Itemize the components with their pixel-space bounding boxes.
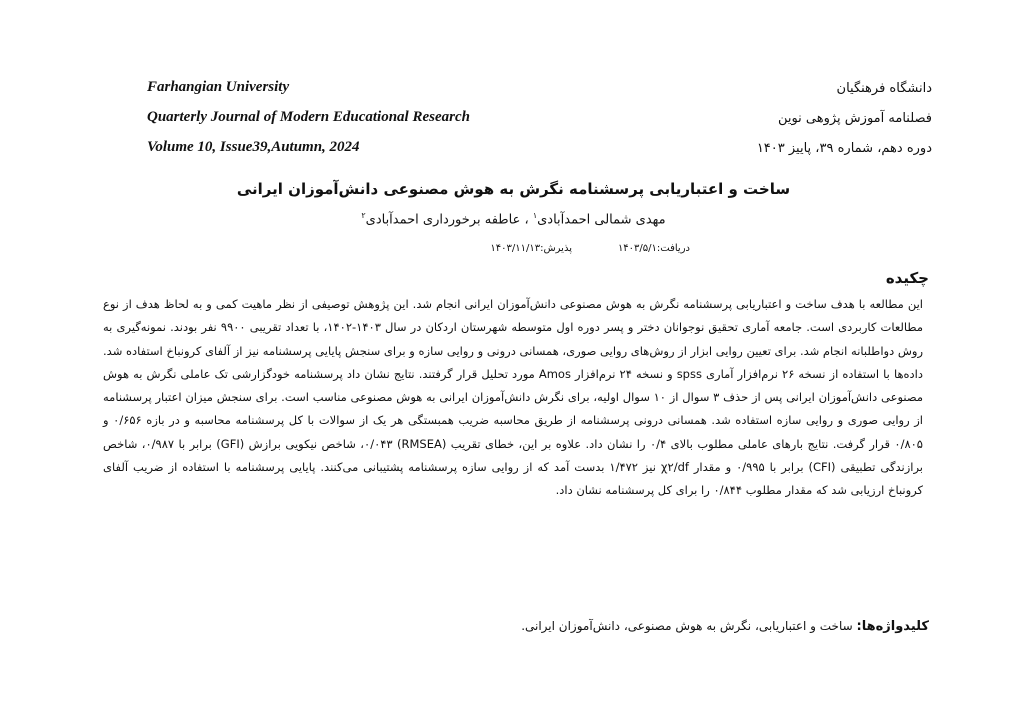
- journal-name-fa: فصلنامه آموزش پژوهی نوین: [777, 111, 932, 126]
- keywords-text: ساخت و اعتباریابی، نگرش به هوش مصنوعی، دانش‌آموزان ایرانی.: [521, 619, 857, 633]
- university-name-fa: دانشگاه فرهنگیان: [836, 81, 932, 96]
- accepted-date: پذیرش:۱۴۰۳/۱۱/۱۳: [490, 243, 572, 254]
- journal-name-en: Quarterly Journal of Modern Educational Research: [147, 109, 470, 125]
- volume-info-en: Volume 10, Issue39,Autumn, 2024: [147, 139, 360, 155]
- author-2: عاطفه برخورداری احمدآبادی: [365, 212, 521, 228]
- author-1: مهدی شمالی احمدآبادی: [537, 212, 666, 228]
- author-2-affiliation-mark: ۲: [361, 211, 366, 220]
- volume-info-fa: دوره دهم، شماره ۳۹، پاییز ۱۴۰۳: [756, 141, 932, 156]
- abstract-heading: چکیده: [885, 269, 929, 287]
- author-line: [0, 211, 1027, 227]
- abstract-body: این مطالعه با هدف ساخت و اعتباریابی پرسشنامه نگرش به هوش مصنوعی دانش‌آموزان ایرانی انجام شد. این پژوهش توصیفی از نظر ماهیت کمی و به لحاظ هدف از نوع مطالعات کاربردی است. جامعه آماری تحقیق نوجوانان دختر و پسر دوره اول متوسطه شهرستان اردکان در سال ۱۴۰۳-۱۴۰۲، با تعداد تقریبی ۹۹۰۰ نفر بودند. نمونه‌گیری به روش دواطلبانه انجام شد. برای تعیین روایی ابزار از روش‌های روایی صوری، همسانی درونی و روایی سازه و برای سنجش پایایی پرسشنامه نیز از آلفای کرونباخ استفاده شد. داده‌ها با استفاده از نسخه ۲۶ نرم‌افزار آماری spss و نسخه ۲۴ نرم‌افزار Amos مورد تحلیل قرار گرفتند. نتایج نشان داد پرسشنامه خودگزارشی تک عاملی نگرش به هوش مصنوعی دانش‌آموزان ایرانی پس از حذف ۳ سوال از ۱۰ سوال اولیه، برای نگرش دانش‌آموزان ایرانی به هوش مصنوعی مناسب است. برای سنجش میزان اعتبار پرسشنامه از روایی صوری و روایی سازه استفاده شد. همسانی درونی پرسشنامه از طریق محاسبه ضریب همبستگی هر یک از سوالات با کل پرسشنامه محاسبه و در بازه ۰/۶۵۶ و ۰/۸۰۵ قرار گرفت. نتایج بارهای عاملی مطلوب بالای ۰/۴ را نشان داد. علاوه بر این، خطای تقریب (RMSEA) ۰/۰۴۳، شاخص نیکویی برازش (GFI) برابر با ۰/۹۸۷، شاخص برازندگی تطبیقی (CFI) برابر با ۰/۹۹۵ و مقدار χ۲/df نیز ۱/۴۷۲ بدست آمد که از روایی سازه پرسشنامه پشتیبانی می‌کنند. پایایی پرسشنامه با استفاده از ضریب آلفای کرونباخ ارزیابی شد که مقدار مطلوب ۰/۸۴۴ را برای کل پرسشنامه نشان داد.: [103, 297, 923, 498]
- english-masthead: [147, 80, 567, 170]
- persian-masthead: [612, 82, 932, 172]
- keywords-label: کلیدواژه‌ها:: [856, 619, 929, 634]
- received-date: دریافت:۱۴۰۳/۵/۱: [617, 243, 690, 254]
- keywords-line: [109, 619, 929, 634]
- university-name-en: Farhangian University: [147, 79, 290, 95]
- author-separator: ،: [520, 212, 533, 228]
- article-title: ساخت و اعتباریابی پرسشنامه نگرش به هوش مصنوعی دانش‌آموزان ایرانی: [236, 180, 791, 198]
- author-1-affiliation-mark: ۱: [532, 211, 538, 220]
